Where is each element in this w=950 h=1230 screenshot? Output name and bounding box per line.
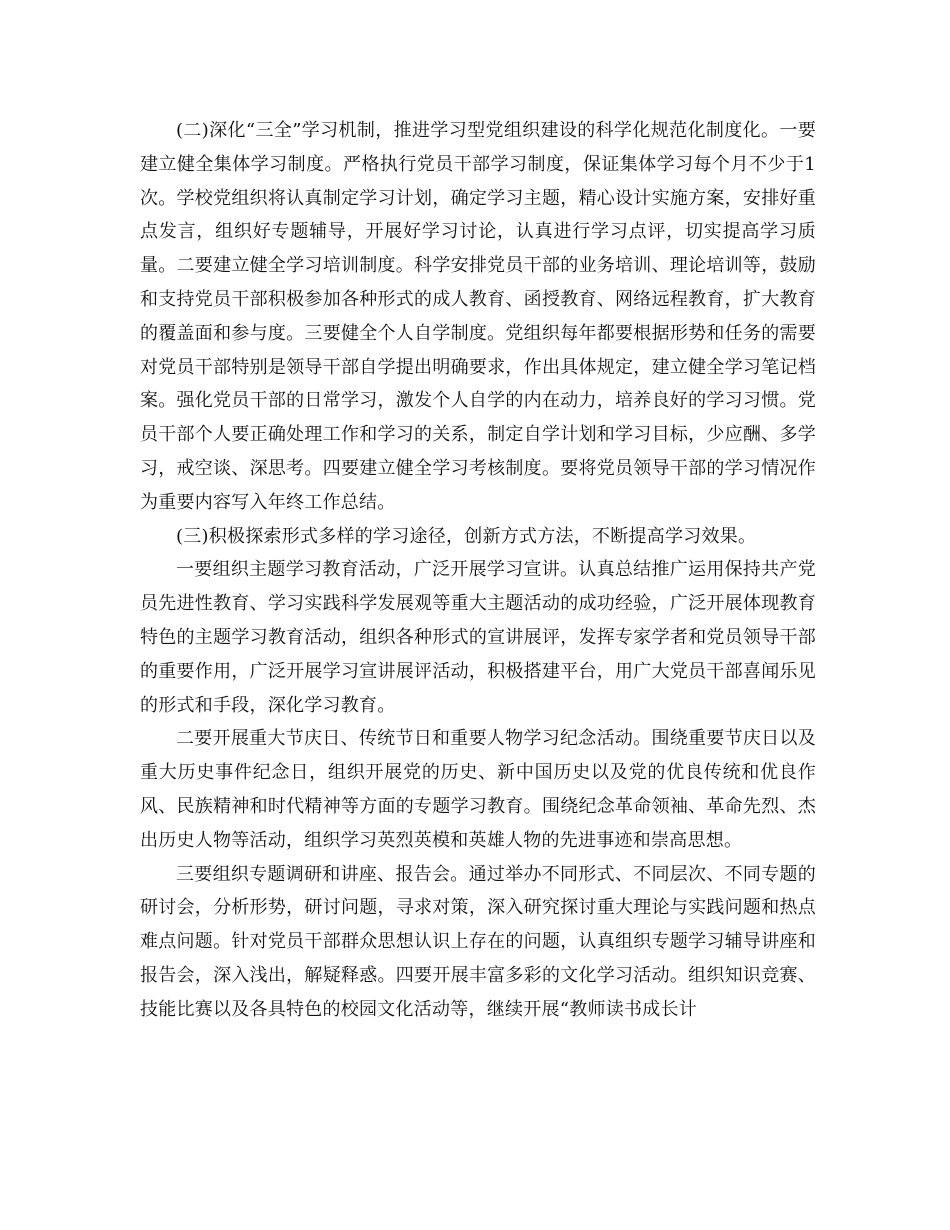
- paragraph-section-three-heading: (三)积极探索形式多样的学习途径，创新方式方法，不断提高学习效果。: [176, 525, 757, 547]
- paragraph-commemoration: 二要开展重大节庆日、传统节日和重要人物学习纪念活动。围绕重要节庆日以及重大历史事件纪念日，组织开展党的历史、新中国历史以及党的优良传统和优良作风、民族精神和时代精神等方面的专题学习教育。围绕纪念革命领袖、革命先烈、杰出历史人物等活动，组织学习英烈英模和英雄人物的先进事迹和崇高思想。: [140, 728, 816, 851]
- document-body: [140, 114, 816, 1027]
- paragraph-section-two: (二)深化“三全”学习机制，推进学习型党组织建设的科学化规范化制度化。一要建立健全集体学习制度。严格执行党员干部学习制度，保证集体学习每个月不少于1次。学校党组织将认真制定学习计划，确定学习主题，精心设计实施方案，安排好重点发言，组织好专题辅导，开展好学习讨论，认真进行学习点评，切实提高学习质量。二要建立健全学习培训制度。科学安排党员干部的业务培训、理论培训等，鼓励和支持党员干部积极参加各种形式的成人教育、函授教育、网络远程教育，扩大教育的覆盖面和参与度。三要健全个人自学制度。党组织每年都要根据形势和任务的需要对党员干部特别是领导干部自学提出明确要求，作出具体规定，建立健全学习笔记档案。强化党员干部的日常学习，激发个人自学的内在动力，培养良好的学习习惯。党员干部个人要正确处理工作和学习的关系，制定自学计划和学习目标，少应酬、多学习，戒空谈、深思考。四要建立健全学习考核制度。要将党员领导干部的学习情况作为重要内容写入年终工作总结。: [140, 120, 816, 513]
- paragraph-theme-learning: 一要组织主题学习教育活动，广泛开展学习宣讲。认真总结推广运用保持共产党员先进性教育、学习实践科学发展观等重大主题活动的成功经验，广泛开展体现教育特色的主题学习教育活动，组织各种形式的宣讲展评，发挥专家学者和党员领导干部的重要作用，广泛开展学习宣讲展评活动，积极搭建平台，用广大党员干部喜闻乐见的形式和手段，深化学习教育。: [140, 559, 816, 716]
- paragraph-research-lectures: 三要组织专题调研和讲座、报告会。通过举办不同形式、不同层次、不同专题的研讨会，分析形势，研讨问题，寻求对策，深入研究探讨重大理论与实践问题和热点难点问题。针对党员干部群众思想认识上存在的问题，认真组织专题学习辅导讲座和报告会，深入浅出，解疑释惑。四要开展丰富多彩的文化学习活动。组织知识竞赛、技能比赛以及各具特色的校园文化活动等，继续开展“教师读书成长计: [140, 863, 816, 1020]
